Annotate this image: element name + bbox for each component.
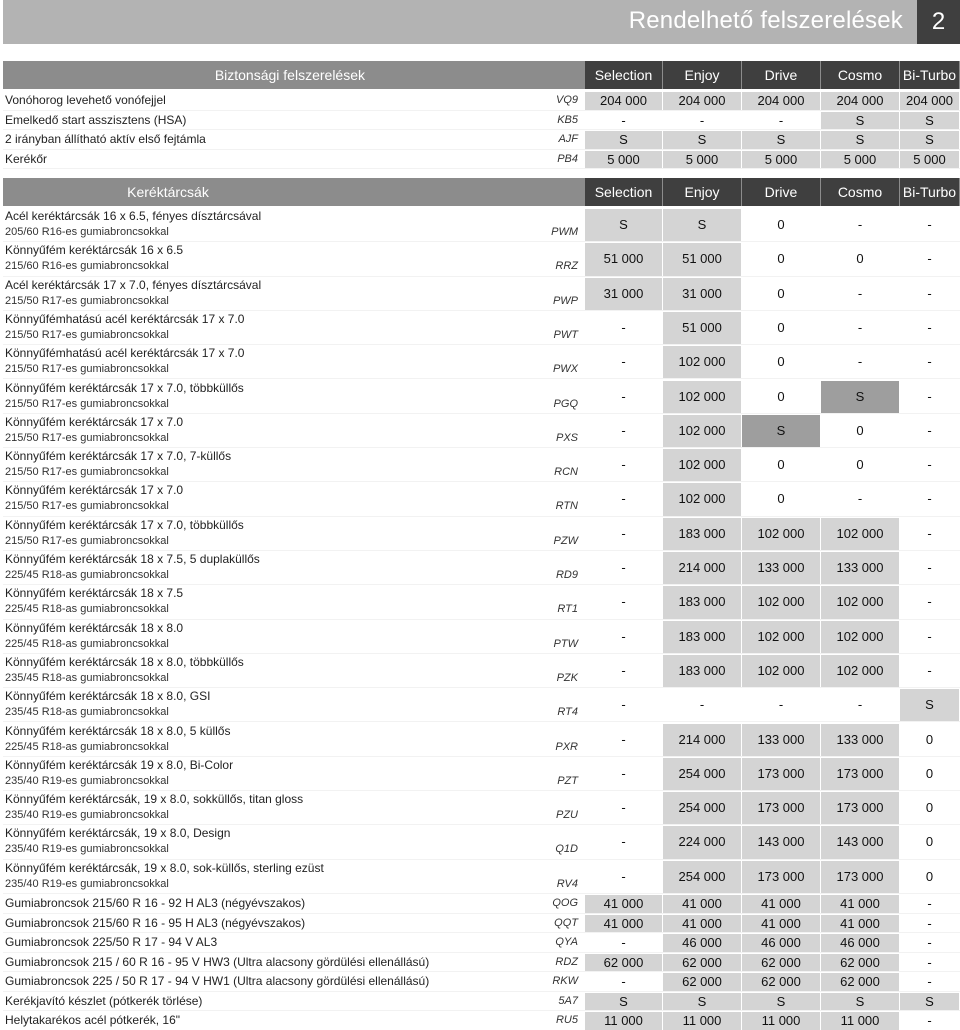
option-code: PZT (557, 774, 578, 787)
option-tyre-size: 235/40 R19-es gumiabroncsokkal (5, 774, 169, 787)
section-title: Biztonsági felszerelések (214, 67, 365, 83)
option-tyre-size: 215/50 R17-es gumiabroncsokkal (5, 294, 169, 307)
option-name: Acél keréktárcsák 17 x 7.0, fényes dísztárcsával (5, 277, 262, 292)
option-name: Gumiabroncsok 215/60 R 16 - 92 H AL3 (négyévszakos) (5, 896, 306, 910)
option-code: RD9 (555, 569, 578, 581)
option-tyre-size: 215/50 R17-es gumiabroncsokkal (5, 431, 169, 444)
price-cell: 62 000 (742, 954, 820, 972)
column-header-selection: Selection (585, 178, 662, 206)
option-tyre-size: 215/50 R17-es gumiabroncsokkal (5, 500, 169, 513)
column-header-bi-turbo: Bi-Turbo (900, 178, 959, 206)
option-tyre-size: 205/60 R16-es gumiabroncsokkal (5, 226, 169, 238)
price-cell: 41 000 (585, 895, 662, 913)
option-tyre-size: 235/45 R18-as gumiabroncsokkal (5, 706, 169, 719)
column-header-drive: Drive (742, 178, 820, 206)
option-code: PTW (553, 637, 578, 650)
table-row (3, 311, 960, 345)
option-tyre-size: 225/45 R18-as gumiabroncsokkal (5, 569, 169, 581)
option-code: PWT (553, 328, 578, 341)
option-name: Könnyűfém keréktárcsák 18 x 8.0, 5 küllős (5, 723, 231, 738)
price-cell: - (621, 800, 626, 816)
option-code: AJF (558, 133, 578, 145)
option-tyre-size: 235/45 R18-as gumiabroncsokkal (5, 671, 169, 684)
option-code: RCN (554, 466, 578, 479)
price-cell: 51 000 (663, 243, 741, 275)
option-name: Könnyűfémhatású acél keréktárcsák 17 x 7.0 (5, 346, 245, 361)
price-cell: 183 000 (663, 586, 741, 618)
price-cell: 51 000 (663, 312, 741, 344)
price-cell: 0 (925, 868, 934, 884)
price-cell: 62 000 (585, 954, 662, 972)
price-cell: 5 000 (742, 151, 820, 169)
price-cell: 224 000 (663, 826, 741, 858)
price-cell: 173 000 (821, 758, 899, 790)
price-cell: S (663, 131, 741, 149)
price-cell: - (927, 954, 932, 970)
table-row (3, 757, 960, 791)
table-row (3, 208, 960, 242)
price-cell: 41 000 (585, 915, 662, 933)
price-cell: 41 000 (821, 915, 899, 933)
price-cell: 133 000 (821, 552, 899, 584)
table-row (3, 414, 960, 448)
price-cell: 204 000 (742, 92, 820, 110)
price-cell: 183 000 (663, 655, 741, 687)
price-cell: - (927, 285, 932, 301)
price-cell: - (621, 662, 626, 678)
price-cell: 0 (777, 217, 785, 232)
table-row (3, 91, 960, 111)
table-row (3, 688, 960, 722)
option-name: Kerékjavító készlet (pótkerék törlése) (5, 993, 203, 1008)
price-cell: S (663, 209, 741, 241)
table-row (3, 277, 960, 311)
option-code: KB5 (557, 113, 578, 126)
price-cell: - (699, 697, 705, 713)
table-row (3, 620, 960, 654)
price-cell: 0 (856, 457, 864, 473)
option-tyre-size: 215/50 R17-es gumiabroncsokkal (5, 466, 169, 479)
price-cell: S (900, 131, 959, 149)
price-cell: S (742, 993, 820, 1011)
price-cell: 173 000 (742, 861, 820, 893)
price-cell: - (927, 319, 932, 335)
price-cell: 41 000 (663, 915, 741, 933)
price-cell: 102 000 (663, 449, 741, 481)
option-code: QYA (555, 936, 578, 948)
option-name: Könnyűfém keréktárcsák 17 x 7.0, többküllős (5, 517, 244, 532)
price-cell: 11 000 (821, 1012, 899, 1030)
price-cell: 254 000 (663, 792, 741, 824)
option-code: PXS (555, 431, 578, 444)
price-cell: - (621, 697, 626, 713)
price-cell: - (621, 457, 626, 473)
price-cell: 62 000 (663, 954, 741, 972)
price-cell: 133 000 (742, 724, 820, 756)
price-cell: 133 000 (742, 552, 820, 584)
price-cell: 62 000 (663, 973, 741, 991)
option-code: RRZ (555, 260, 578, 273)
table-row (3, 130, 960, 150)
price-cell: - (621, 765, 626, 781)
option-code: RKW (552, 975, 578, 987)
price-cell: 102 000 (742, 586, 820, 618)
option-name: Vonóhorog levehető vonófejjel (5, 93, 166, 107)
price-cell: 0 (925, 800, 934, 816)
price-cell: - (621, 354, 626, 370)
option-code: PWM (551, 226, 578, 238)
price-cell: 254 000 (663, 758, 741, 790)
price-cell: 102 000 (663, 415, 741, 447)
option-tyre-size: 215/50 R17-es gumiabroncsokkal (5, 328, 169, 341)
price-cell: - (621, 974, 626, 989)
price-cell: - (927, 896, 932, 911)
option-code: PB4 (557, 152, 578, 165)
option-code: RTN (555, 500, 578, 513)
option-name: Könnyűfém keréktárcsák 17 x 7.0 (5, 483, 184, 498)
option-name: Könnyűfém keréktárcsák 18 x 8.0, GSI (5, 689, 211, 704)
price-cell: 173 000 (821, 861, 899, 893)
price-cell: - (927, 422, 932, 438)
option-tyre-size: 235/40 R19-es gumiabroncsokkal (5, 877, 169, 890)
price-cell: - (699, 112, 705, 128)
price-cell: - (927, 354, 932, 370)
price-cell: - (621, 868, 626, 884)
option-name: Könnyűfém keréktárcsák 17 x 7.0 (5, 414, 184, 429)
price-cell: S (663, 993, 741, 1011)
price-cell: - (857, 319, 863, 335)
price-cell: 0 (777, 251, 785, 267)
price-cell: 173 000 (742, 758, 820, 790)
price-cell: 5 000 (821, 151, 899, 169)
table-row (3, 111, 960, 131)
option-code: PWX (552, 363, 578, 376)
price-cell: 102 000 (742, 621, 820, 653)
price-cell: 214 000 (663, 552, 741, 584)
option-code: PGQ (553, 397, 578, 410)
price-cell: - (927, 594, 932, 610)
option-name: Könnyűfém keréktárcsák 19 x 8.0, Bi-Color (5, 757, 234, 772)
price-cell: - (857, 285, 863, 301)
option-code: PWP (552, 294, 578, 307)
option-tyre-size: 215/50 R17-es gumiabroncsokkal (5, 534, 169, 547)
table-row (3, 551, 960, 585)
option-code: VQ9 (555, 94, 578, 106)
table-row (3, 482, 960, 516)
table-row (3, 654, 960, 688)
column-header-drive: Drive (742, 61, 820, 89)
table-row (3, 242, 960, 276)
price-cell: - (621, 935, 626, 950)
table-row (3, 585, 960, 619)
section-header (3, 178, 960, 206)
price-cell: 254 000 (663, 861, 741, 893)
price-cell: S (821, 131, 899, 149)
table-row (3, 517, 960, 551)
price-cell: 11 000 (742, 1012, 820, 1030)
price-cell: - (927, 525, 932, 541)
price-cell: - (621, 388, 626, 404)
option-tyre-size: 225/45 R18-as gumiabroncsokkal (5, 740, 169, 753)
price-cell: 204 000 (585, 92, 662, 110)
price-cell: - (778, 112, 784, 128)
price-cell: - (621, 560, 626, 575)
price-cell: 0 (925, 731, 934, 747)
price-cell: 214 000 (663, 724, 741, 756)
table-row (3, 150, 960, 170)
option-code: PZK (556, 671, 578, 684)
price-cell: 0 (777, 388, 785, 404)
price-cell: - (927, 662, 932, 678)
price-cell: S (900, 993, 959, 1011)
option-tyre-size: 225/45 R18-as gumiabroncsokkal (5, 603, 169, 616)
table-row (3, 723, 960, 757)
page-number: 2 (917, 0, 960, 44)
price-cell: 0 (777, 319, 785, 335)
price-cell: 143 000 (742, 826, 820, 858)
price-cell: 51 000 (585, 243, 662, 275)
price-cell: 183 000 (663, 621, 741, 653)
price-cell: - (621, 594, 626, 610)
option-name: Gumiabroncsok 215 / 60 R 16 - 95 V HW3 (Ultra alacsony gördülési ellenállású) (5, 954, 430, 969)
price-cell: 102 000 (821, 621, 899, 653)
table-row (3, 992, 960, 1012)
option-code: RT1 (557, 603, 578, 616)
option-name: Könnyűfém keréktárcsák 17 x 7.0, többküllős (5, 380, 244, 395)
price-cell: - (857, 697, 863, 713)
price-cell: - (927, 457, 932, 473)
table-row (3, 345, 960, 379)
price-cell: 102 000 (821, 655, 899, 687)
column-header-bi-turbo: Bi-Turbo (900, 61, 959, 89)
option-tyre-size: 225/45 R18-as gumiabroncsokkal (5, 637, 169, 650)
price-cell: 5 000 (585, 151, 662, 169)
option-name: Könnyűfém keréktárcsák, 19 x 8.0, Design (5, 826, 231, 841)
price-cell: 62 000 (821, 954, 899, 972)
column-header-cosmo: Cosmo (821, 61, 899, 89)
option-code: Q1D (555, 843, 578, 856)
option-code: RT4 (557, 706, 578, 719)
option-name: Könnyűfém keréktárcsák 18 x 7.5, 5 duplaküllős (5, 552, 260, 566)
price-cell: - (621, 525, 626, 541)
price-cell: 204 000 (900, 92, 959, 110)
price-cell: - (927, 560, 932, 575)
price-cell: - (857, 217, 863, 232)
option-code: PZW (553, 534, 578, 547)
price-cell: 183 000 (663, 518, 741, 550)
page-title: Rendelhető felszerelések (628, 7, 903, 34)
option-name: Könnyűfém keréktárcsák, 19 x 8.0, sokküllős, titan gloss (5, 792, 304, 807)
price-cell: S (585, 131, 662, 149)
price-cell: S (742, 415, 820, 447)
price-cell: 102 000 (821, 518, 899, 550)
option-tyre-size: 215/50 R17-es gumiabroncsokkal (5, 397, 169, 410)
option-code: PZU (556, 809, 578, 822)
price-cell: 143 000 (821, 826, 899, 858)
price-cell: S (900, 689, 959, 721)
option-code: 5A7 (558, 994, 578, 1007)
price-cell: - (927, 974, 932, 989)
option-name: Könnyűfém keréktárcsák, 19 x 8.0, sok-küllős, sterling ezüst (5, 860, 324, 875)
title-bar (3, 0, 917, 44)
price-cell: 102 000 (663, 381, 741, 413)
price-cell: 102 000 (742, 655, 820, 687)
price-cell: 5 000 (900, 151, 959, 169)
price-cell: 173 000 (821, 792, 899, 824)
option-tyre-size: 215/60 R16-es gumiabroncsokkal (5, 260, 169, 273)
price-cell: 0 (777, 354, 785, 370)
column-header-enjoy: Enjoy (663, 178, 741, 206)
option-name: 2 irányban állítható aktív első fejtámla (5, 132, 206, 146)
price-cell: 41 000 (663, 895, 741, 913)
price-cell: - (927, 1013, 932, 1028)
option-name: Könnyűfémhatású acél keréktárcsák 17 x 7.0 (5, 311, 245, 326)
option-tyre-size: 235/40 R19-es gumiabroncsokkal (5, 809, 169, 822)
price-cell: - (857, 491, 863, 507)
table-row (3, 791, 960, 825)
option-code: QQT (554, 916, 578, 929)
price-cell: - (927, 251, 932, 267)
price-cell: - (621, 422, 626, 438)
option-name: Acél keréktárcsák 16 x 6.5, fényes dísztárcsával (5, 209, 262, 223)
price-cell: S (821, 381, 899, 413)
table-row (3, 448, 960, 482)
table-row (3, 972, 960, 992)
price-cell: 173 000 (742, 792, 820, 824)
price-cell: 102 000 (742, 518, 820, 550)
price-cell: - (927, 388, 932, 404)
table-row (3, 894, 960, 914)
price-cell: - (778, 697, 784, 713)
price-cell: S (585, 209, 662, 241)
option-code: QOG (552, 897, 578, 909)
price-cell: S (821, 112, 899, 130)
price-cell: 31 000 (663, 278, 741, 310)
price-cell: 62 000 (821, 973, 899, 991)
price-cell: 41 000 (742, 915, 820, 933)
price-cell: 0 (777, 457, 785, 473)
table-row (3, 825, 960, 859)
price-cell: 41 000 (821, 895, 899, 913)
option-name: Könnyűfém keréktárcsák 18 x 8.0 (5, 620, 184, 635)
option-name: Gumiabroncsok 225 / 50 R 17 - 94 V HW1 (Ultra alacsony gördülési ellenállású) (5, 974, 430, 988)
price-cell: 46 000 (742, 934, 820, 952)
price-cell: - (621, 628, 626, 644)
price-cell: 0 (856, 422, 864, 438)
section-header (3, 61, 960, 89)
price-cell: - (927, 915, 932, 931)
price-cell: S (742, 131, 820, 149)
option-name: Kerékőr (5, 151, 48, 166)
option-name: Emelkedő start asszisztens (HSA) (5, 112, 187, 127)
option-tyre-size: 235/40 R19-es gumiabroncsokkal (5, 843, 169, 856)
option-code: RU5 (555, 1014, 578, 1026)
price-cell: - (927, 491, 932, 507)
price-cell: 62 000 (742, 973, 820, 991)
column-header-cosmo: Cosmo (821, 178, 899, 206)
price-cell: 204 000 (821, 92, 899, 110)
option-code: RDZ (555, 955, 578, 968)
table-row (3, 953, 960, 973)
option-name: Könnyűfém keréktárcsák 17 x 7.0, 7-küllős (5, 449, 232, 464)
option-name: Könnyűfém keréktárcsák 16 x 6.5 (5, 243, 184, 258)
price-cell: 102 000 (663, 346, 741, 378)
option-code: RV4 (556, 877, 578, 890)
price-cell: - (927, 217, 932, 232)
price-cell: 11 000 (663, 1012, 741, 1030)
option-code: PXR (555, 740, 578, 753)
price-cell: - (621, 731, 626, 747)
price-cell: 5 000 (663, 151, 741, 169)
option-tyre-size: 215/50 R17-es gumiabroncsokkal (5, 363, 169, 376)
option-name: Gumiabroncsok 225/50 R 17 - 94 V AL3 (5, 935, 218, 949)
price-cell: S (821, 993, 899, 1011)
table-row (3, 1011, 960, 1030)
price-cell: - (927, 935, 932, 950)
price-cell: 0 (925, 834, 934, 850)
price-cell: 0 (777, 491, 785, 507)
price-cell: - (621, 112, 626, 128)
option-name: Könnyűfém keréktárcsák 18 x 7.5 (5, 586, 184, 601)
price-cell: 0 (856, 251, 864, 267)
price-cell: 46 000 (821, 934, 899, 952)
column-header-selection: Selection (585, 61, 662, 89)
price-cell: 46 000 (663, 934, 741, 952)
price-cell: 0 (777, 285, 785, 301)
price-cell: - (857, 354, 863, 370)
price-cell: 102 000 (663, 483, 741, 515)
option-name: Helytakarékos acél pótkerék, 16" (5, 1013, 181, 1027)
price-cell: S (900, 112, 959, 130)
option-name: Gumiabroncsok 215/60 R 16 - 95 H AL3 (négyévszakos) (5, 915, 306, 930)
table-row (3, 933, 960, 953)
price-cell: - (927, 628, 932, 644)
table-row (3, 380, 960, 414)
option-name: Könnyűfém keréktárcsák 18 x 8.0, többküllős (5, 654, 244, 669)
price-cell: - (621, 319, 626, 335)
price-cell: 41 000 (742, 895, 820, 913)
table-row (3, 860, 960, 894)
price-cell: - (621, 491, 626, 507)
price-cell: - (621, 834, 626, 850)
column-header-enjoy: Enjoy (663, 61, 741, 89)
price-cell: 204 000 (663, 92, 741, 110)
section-title: Keréktárcsák (127, 184, 209, 200)
price-cell: 102 000 (821, 586, 899, 618)
price-cell: 11 000 (585, 1012, 662, 1030)
price-cell: 31 000 (585, 278, 662, 310)
price-cell: 133 000 (821, 724, 899, 756)
price-cell: S (585, 993, 662, 1011)
price-cell: 0 (925, 765, 934, 781)
table-row (3, 914, 960, 934)
